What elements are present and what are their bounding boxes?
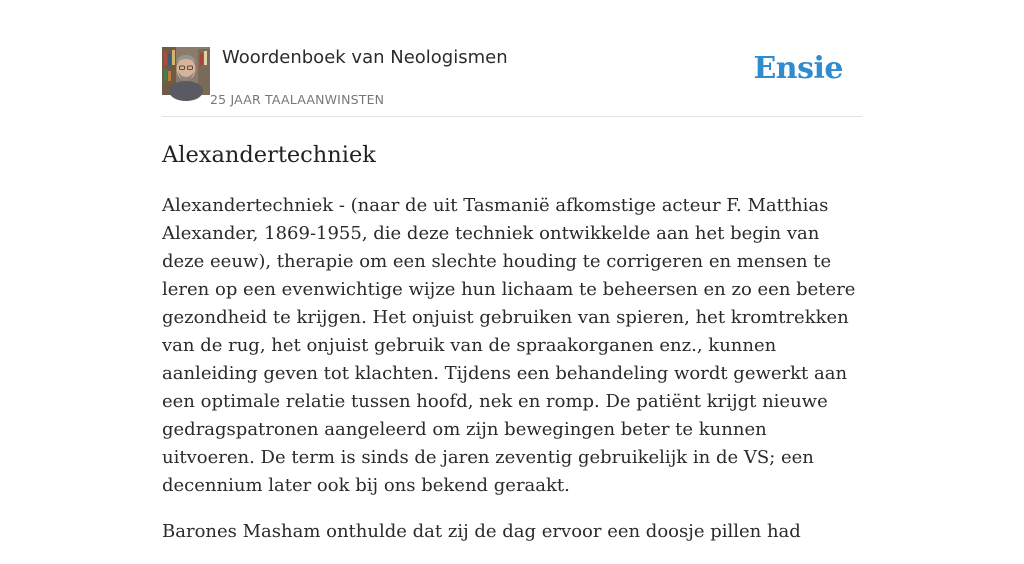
site-subtitle: 25 JAAR TAALAANWINSTEN bbox=[210, 92, 385, 107]
article-paragraph: Barones Masham onthulde dat zij de dag ervoor een doosje pillen had bbox=[162, 521, 801, 542]
site-header bbox=[162, 46, 862, 117]
ensie-logo[interactable]: Ensie bbox=[753, 51, 843, 86]
author-avatar[interactable] bbox=[162, 47, 210, 95]
article-title: Alexandertechniek bbox=[162, 142, 376, 168]
site-title[interactable]: Woordenboek van Neologismen bbox=[222, 47, 508, 68]
article-body bbox=[162, 192, 862, 564]
article-paragraph: Alexandertechniek - (naar de uit Tasmanië afkomstige acteur F. Matthias Alexander, 1869-1955, die deze techniek ontwikkelde aan het begin van deze eeuw), therapie om een slechte houding te corrigeren en mensen te leren op een evenwichtige wijze hun lichaam te beheersen en zo een betere gezondheid te krijgen. Het onjuist gebruiken van spieren, het kromtrekken van de rug, het onjuist gebruik van de spraakorganen enz., kunnen aanleiding geven tot klachten. Tijdens een behandeling wordt gewerkt aan een optimale relatie tussen hoofd, nek en romp. De patiënt krijgt nieuwe gedragspatronen aangeleerd om zijn bewegingen beter te kunnen uitvoeren. De term is sinds de jaren zeventig gebruikelijk in de VS; een decennium later ook bij ons bekend geraakt. bbox=[162, 195, 856, 496]
